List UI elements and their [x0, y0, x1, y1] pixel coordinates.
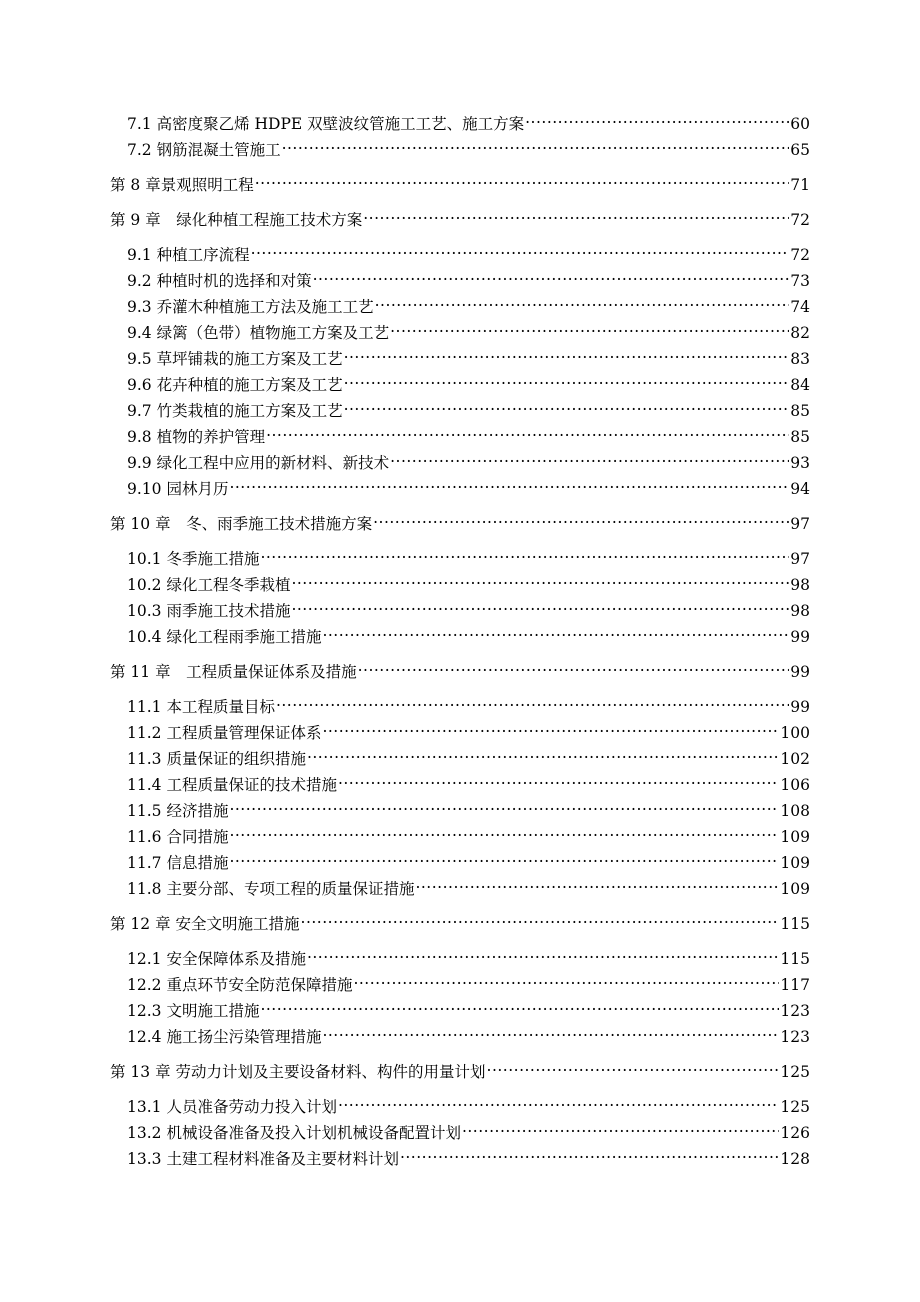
toc-entry-label: 7.1 高密度聚乙烯 HDPE 双壁波纹管施工工艺、施工方案 [127, 115, 525, 133]
toc-entry-label: 10.1 冬季施工措施 [127, 550, 260, 568]
toc-section-entry[interactable] [110, 850, 810, 876]
toc-dot-leader [229, 853, 779, 869]
toc-page-number: 94 [790, 480, 810, 498]
toc-entry-label: 12.4 施工扬尘污染管理措施 [127, 1028, 322, 1046]
toc-page-number: 109 [780, 880, 810, 898]
toc-page-number: 125 [780, 1063, 810, 1081]
toc-page-number: 93 [790, 454, 810, 472]
toc-chapter-entry[interactable] [110, 207, 810, 233]
toc-page-number: 71 [790, 176, 810, 194]
toc-section-entry[interactable] [110, 268, 810, 294]
toc-section-entry[interactable] [110, 476, 810, 502]
toc-dot-leader [338, 775, 779, 791]
toc-page-number: 85 [790, 428, 810, 446]
toc-chapter-entry[interactable] [110, 172, 810, 198]
toc-page-number: 82 [790, 324, 810, 342]
toc-entry-label: 9.1 种植工序流程 [127, 246, 250, 264]
toc-dot-leader [344, 401, 790, 417]
toc-entry-label: 11.8 主要分部、专项工程的质量保证措施 [127, 880, 415, 898]
toc-entry-label: 9.6 花卉种植的施工方案及工艺 [127, 376, 343, 394]
toc-entry-label: 12.3 文明施工措施 [127, 1002, 260, 1020]
toc-section-entry[interactable] [110, 398, 810, 424]
toc-dot-leader [373, 514, 789, 530]
toc-page-number: 123 [780, 1028, 810, 1046]
toc-dot-leader [266, 427, 789, 443]
toc-chapter-entry[interactable] [110, 659, 810, 685]
toc-entry-label: 9.4 绿篱（色带）植物施工方案及工艺 [127, 324, 390, 342]
toc-section-entry[interactable] [110, 824, 810, 850]
toc-dot-leader [301, 914, 780, 930]
toc-section-entry[interactable] [110, 876, 810, 902]
toc-entry-label: 9.10 园林月历 [127, 480, 229, 498]
toc-dot-leader [415, 879, 779, 895]
toc-dot-leader [322, 627, 789, 643]
toc-section-entry[interactable] [110, 798, 810, 824]
toc-dot-leader [282, 140, 790, 156]
toc-dot-leader [229, 479, 789, 495]
toc-dot-leader [344, 375, 790, 391]
toc-section-entry[interactable] [110, 694, 810, 720]
toc-section-entry[interactable] [110, 572, 810, 598]
toc-page-number: 102 [780, 750, 810, 768]
toc-entry-label: 11.5 经济措施 [127, 802, 229, 820]
toc-dot-leader [229, 827, 779, 843]
toc-entry-label: 10.2 绿化工程冬季栽植 [127, 576, 291, 594]
toc-dot-leader [358, 662, 790, 678]
toc-dot-leader [260, 1001, 779, 1017]
toc-entry-label: 7.2 钢筋混凝土管施工 [127, 141, 281, 159]
toc-entry-label: 9.9 绿化工程中应用的新材料、新技术 [127, 454, 390, 472]
toc-section-entry[interactable] [110, 320, 810, 346]
toc-section-entry[interactable] [110, 1024, 810, 1050]
toc-dot-leader [276, 697, 789, 713]
toc-entry-label: 13.2 机械设备准备及投入计划机械设备配置计划 [127, 1124, 461, 1142]
toc-section-entry[interactable] [110, 1146, 810, 1172]
toc-section-entry[interactable] [110, 1120, 810, 1146]
toc-section-entry[interactable] [110, 137, 810, 163]
toc-section-entry[interactable] [110, 1094, 810, 1120]
toc-entry-label: 第 11 章 工程质量保证体系及措施 [110, 663, 357, 681]
toc-section-entry[interactable] [110, 294, 810, 320]
toc-page-number: 106 [780, 776, 810, 794]
toc-section-entry[interactable] [110, 424, 810, 450]
toc-page-number: 109 [780, 854, 810, 872]
toc-entry-label: 13.1 人员准备劳动力投入计划 [127, 1098, 337, 1116]
toc-page-number: 108 [780, 802, 810, 820]
toc-dot-leader [322, 1027, 779, 1043]
toc-section-entry[interactable] [110, 998, 810, 1024]
toc-dot-leader [251, 245, 790, 261]
toc-section-entry[interactable] [110, 772, 810, 798]
toc-dot-leader [375, 297, 790, 313]
toc-entry-label: 10.3 雨季施工技术措施 [127, 602, 291, 620]
toc-page-number: 72 [790, 211, 810, 229]
toc-entry-label: 11.2 工程质量管理保证体系 [127, 724, 322, 742]
toc-dot-leader [353, 975, 779, 991]
toc-entry-label: 9.2 种植时机的选择和对策 [127, 272, 312, 290]
toc-entry-label: 第 13 章 劳动力计划及主要设备材料、构件的用量计划 [110, 1063, 486, 1081]
toc-page-number: 83 [790, 350, 810, 368]
toc-dot-leader [487, 1062, 780, 1078]
toc-entry-label: 11.3 质量保证的组织措施 [127, 750, 306, 768]
toc-entry-label: 11.6 合同措施 [127, 828, 229, 846]
toc-page-number: 72 [790, 246, 810, 264]
toc-chapter-entry[interactable] [110, 911, 810, 937]
toc-dot-leader [313, 271, 790, 287]
toc-page-number: 97 [790, 550, 810, 568]
toc-section-entry[interactable] [110, 242, 810, 268]
toc-page-number: 99 [790, 663, 810, 681]
toc-page-number: 123 [780, 1002, 810, 1020]
toc-entry-label: 13.3 土建工程材料准备及主要材料计划 [127, 1150, 399, 1168]
toc-entry-label: 9.5 草坪铺栽的施工方案及工艺 [127, 350, 343, 368]
toc-page-number: 115 [780, 950, 810, 968]
toc-section-entry[interactable] [110, 346, 810, 372]
toc-entry-label: 10.4 绿化工程雨季施工措施 [127, 628, 322, 646]
toc-section-entry[interactable] [110, 720, 810, 746]
toc-dot-leader [229, 801, 779, 817]
toc-dot-leader [390, 453, 789, 469]
toc-entry-label: 第 10 章 冬、雨季施工技术措施方案 [110, 515, 373, 533]
toc-page-number: 99 [790, 628, 810, 646]
toc-section-entry[interactable] [110, 946, 810, 972]
toc-entry-label: 第 8 章景观照明工程 [110, 176, 254, 194]
toc-entry-label: 12.1 安全保障体系及措施 [127, 950, 306, 968]
toc-section-entry[interactable] [110, 111, 810, 137]
toc-page-number: 100 [780, 724, 810, 742]
toc-dot-leader [525, 114, 789, 130]
toc-page-number: 65 [790, 141, 810, 159]
toc-dot-leader [400, 1149, 779, 1165]
toc-entry-label: 11.1 本工程质量目标 [127, 698, 275, 716]
toc-entry-label: 9.7 竹类栽植的施工方案及工艺 [127, 402, 343, 420]
toc-entry-label: 9.8 植物的养护管理 [127, 428, 266, 446]
toc-dot-leader [363, 210, 789, 226]
toc-dot-leader [338, 1097, 779, 1113]
toc-entry-label: 第 9 章 绿化种植工程施工技术方案 [110, 211, 363, 229]
toc-page-number: 97 [790, 515, 810, 533]
toc-entry-label: 9.3 乔灌木种植施工方法及施工工艺 [127, 298, 374, 316]
toc-page-number: 85 [790, 402, 810, 420]
table-of-contents [110, 111, 810, 1172]
toc-dot-leader [291, 601, 789, 617]
toc-page-number: 126 [780, 1124, 810, 1142]
toc-page-number: 98 [790, 602, 810, 620]
toc-section-entry[interactable] [110, 372, 810, 398]
toc-entry-label: 11.7 信息措施 [127, 854, 229, 872]
toc-dot-leader [322, 723, 779, 739]
toc-dot-leader [291, 575, 789, 591]
toc-entry-label: 第 12 章 安全文明施工措施 [110, 915, 300, 933]
toc-section-entry[interactable] [110, 546, 810, 572]
toc-dot-leader [390, 323, 789, 339]
toc-page-number: 115 [780, 915, 810, 933]
toc-dot-leader [307, 749, 779, 765]
toc-dot-leader [260, 549, 789, 565]
toc-chapter-entry[interactable] [110, 511, 810, 537]
toc-dot-leader [344, 349, 790, 365]
toc-entry-label: 12.2 重点环节安全防范保障措施 [127, 976, 353, 994]
toc-section-entry[interactable] [110, 972, 810, 998]
toc-page-number: 125 [780, 1098, 810, 1116]
toc-page-number: 99 [790, 698, 810, 716]
toc-section-entry[interactable] [110, 598, 810, 624]
toc-section-entry[interactable] [110, 624, 810, 650]
toc-section-entry[interactable] [110, 450, 810, 476]
toc-dot-leader [462, 1123, 779, 1139]
toc-page-number: 84 [790, 376, 810, 394]
toc-entry-label: 11.4 工程质量保证的技术措施 [127, 776, 337, 794]
toc-dot-leader [307, 949, 779, 965]
toc-chapter-entry[interactable] [110, 1059, 810, 1085]
toc-page-number: 128 [780, 1150, 810, 1168]
toc-dot-leader [255, 175, 790, 191]
toc-page-number: 117 [780, 976, 810, 994]
toc-page-number: 109 [780, 828, 810, 846]
toc-section-entry[interactable] [110, 746, 810, 772]
toc-page-number: 98 [790, 576, 810, 594]
toc-page-number: 74 [790, 298, 810, 316]
toc-page-number: 60 [790, 115, 810, 133]
toc-page-number: 73 [790, 272, 810, 290]
